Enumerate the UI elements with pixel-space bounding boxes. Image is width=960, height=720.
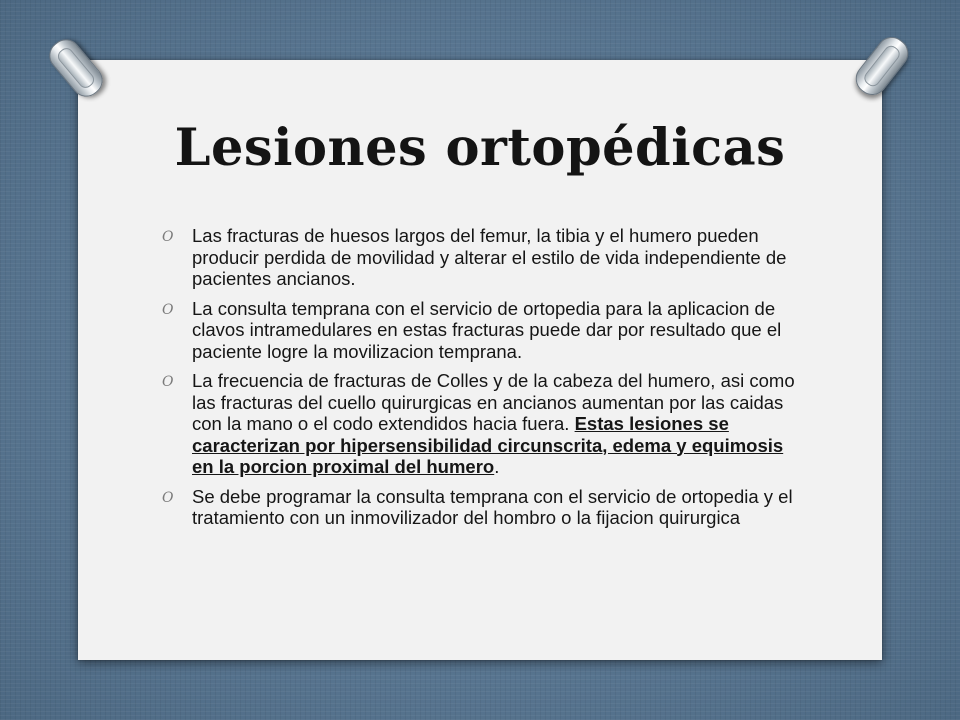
bullet-list <box>160 225 800 537</box>
bullet-item <box>160 225 800 290</box>
bullet-marker: O <box>162 301 174 318</box>
bullet-underlined-text: Estas lesiones se caracterizan por hipersensibilidad circunscrita, edema y equimosis en la porcion proximal del humero <box>192 413 784 477</box>
bullet-marker: O <box>162 229 174 245</box>
bullet-marker: O <box>162 489 174 506</box>
bullet-text-tail: . <box>494 456 500 477</box>
bullet-text: La frecuencia de fracturas de Colles y de la cabeza del humero, asi como las fracturas del cuello quirurgicas en ancianos aumentan por las caidas con la mano o el codo extendidos hacia fuera. <box>192 370 795 434</box>
bullet-text: Las fracturas de huesos largos del femur, la tibia y el humero pueden producir perdida de movilidad y alterar el estilo de vida independiente de pacientes ancianos. <box>192 225 787 289</box>
bullet-text: Se debe programar la consulta temprana con el servicio de ortopedia y el tratamiento con un inmovilizador del hombro o la fijacion quirurgica <box>192 485 793 528</box>
bullet-item <box>160 298 800 363</box>
bullet-text: La consulta temprana con el servicio de ortopedia para la aplicacion de clavos intramedulares en estas fracturas puede dar por resultado que el paciente logre la movilizacion temprana. <box>192 297 782 362</box>
bullet-item <box>160 370 800 478</box>
bullet-item <box>160 486 800 529</box>
bullet-marker: O <box>162 374 174 390</box>
slide-title: Lesiones ortopédicas <box>174 118 786 178</box>
